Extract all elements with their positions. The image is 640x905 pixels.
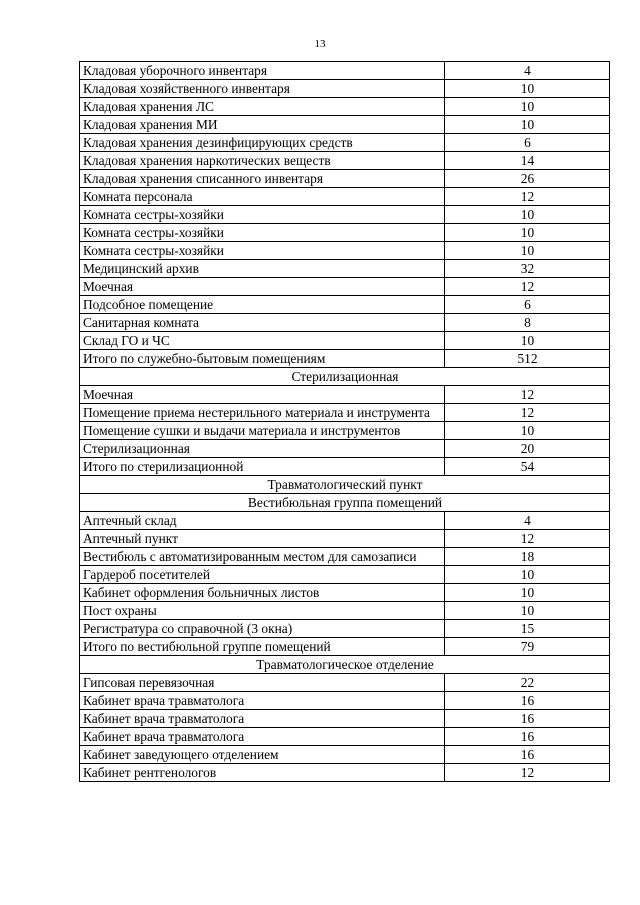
area-value-cell: 16 <box>445 710 610 728</box>
room-name-cell: Аптечный склад <box>80 512 445 530</box>
room-name-cell: Кладовая хранения МИ <box>80 116 445 134</box>
area-value-cell: 6 <box>445 296 610 314</box>
table-row <box>80 278 610 296</box>
area-value-cell: 14 <box>445 152 610 170</box>
table-row <box>80 332 610 350</box>
room-name-cell: Медицинский архив <box>80 260 445 278</box>
table-row <box>80 422 610 440</box>
area-value-cell: 512 <box>445 350 610 368</box>
area-value-cell: 10 <box>445 116 610 134</box>
table-row <box>80 548 610 566</box>
section-header-row <box>80 494 610 512</box>
table-row <box>80 386 610 404</box>
room-name-cell: Стерилизационная <box>80 440 445 458</box>
table-row <box>80 458 610 476</box>
table-row <box>80 170 610 188</box>
table-row <box>80 620 610 638</box>
room-name-cell: Кладовая хранения наркотических веществ <box>80 152 445 170</box>
table-row <box>80 188 610 206</box>
table-row <box>80 350 610 368</box>
table-row <box>80 692 610 710</box>
room-name-cell: Комната сестры-хозяйки <box>80 206 445 224</box>
table-row <box>80 674 610 692</box>
table-row <box>80 296 610 314</box>
table-row <box>80 440 610 458</box>
room-name-cell: Кладовая уборочного инвентаря <box>80 62 445 80</box>
area-value-cell: 18 <box>445 548 610 566</box>
table-row <box>80 260 610 278</box>
room-name-cell: Помещение приема нестерильного материала и инструмента <box>80 404 445 422</box>
premises-table <box>79 61 610 782</box>
area-value-cell: 10 <box>445 224 610 242</box>
area-value-cell: 10 <box>445 566 610 584</box>
room-name-cell: Пост охраны <box>80 602 445 620</box>
room-name-cell: Санитарная комната <box>80 314 445 332</box>
area-value-cell: 12 <box>445 404 610 422</box>
table-row <box>80 764 610 782</box>
area-value-cell: 32 <box>445 260 610 278</box>
area-value-cell: 10 <box>445 80 610 98</box>
area-value-cell: 22 <box>445 674 610 692</box>
section-title: Травматологическое отделение <box>80 656 610 674</box>
area-value-cell: 6 <box>445 134 610 152</box>
room-name-cell: Комната персонала <box>80 188 445 206</box>
section-header-row <box>80 656 610 674</box>
room-name-cell: Комната сестры-хозяйки <box>80 242 445 260</box>
area-value-cell: 4 <box>445 62 610 80</box>
area-value-cell: 12 <box>445 188 610 206</box>
page-number: 13 <box>314 38 326 50</box>
room-name-cell: Кладовая хранения ЛС <box>80 98 445 116</box>
area-value-cell: 12 <box>445 386 610 404</box>
area-value-cell: 16 <box>445 728 610 746</box>
section-header-row <box>80 368 610 386</box>
room-name-cell: Подсобное помещение <box>80 296 445 314</box>
area-value-cell: 10 <box>445 422 610 440</box>
table-row <box>80 404 610 422</box>
room-name-cell: Регистратура со справочной (3 окна) <box>80 620 445 638</box>
room-name-cell: Гардероб посетителей <box>80 566 445 584</box>
table-row <box>80 242 610 260</box>
area-value-cell: 26 <box>445 170 610 188</box>
room-name-cell: Аптечный пункт <box>80 530 445 548</box>
table-row <box>80 152 610 170</box>
area-value-cell: 10 <box>445 602 610 620</box>
table-row <box>80 512 610 530</box>
room-name-cell: Кладовая хозяйственного инвентаря <box>80 80 445 98</box>
room-name-cell: Кабинет врача травматолога <box>80 692 445 710</box>
table-row <box>80 98 610 116</box>
area-value-cell: 10 <box>445 242 610 260</box>
area-value-cell: 8 <box>445 314 610 332</box>
table-row <box>80 746 610 764</box>
room-name-cell: Моечная <box>80 386 445 404</box>
room-name-cell: Кабинет врача травматолога <box>80 728 445 746</box>
table-row <box>80 638 610 656</box>
room-name-cell: Кабинет рентгенологов <box>80 764 445 782</box>
area-value-cell: 12 <box>445 278 610 296</box>
room-name-cell: Склад ГО и ЧС <box>80 332 445 350</box>
room-name-cell: Кабинет оформления больничных листов <box>80 584 445 602</box>
section-title: Вестибюльная группа помещений <box>80 494 610 512</box>
area-value-cell: 10 <box>445 584 610 602</box>
area-value-cell: 15 <box>445 620 610 638</box>
section-header-row <box>80 476 610 494</box>
table-body <box>80 62 610 782</box>
area-value-cell: 79 <box>445 638 610 656</box>
room-name-cell: Кладовая хранения дезинфицирующих средств <box>80 134 445 152</box>
area-value-cell: 16 <box>445 692 610 710</box>
room-name-cell: Моечная <box>80 278 445 296</box>
room-name-cell: Комната сестры-хозяйки <box>80 224 445 242</box>
section-title: Травматологический пункт <box>80 476 610 494</box>
room-name-cell: Итого по служебно-бытовым помещениям <box>80 350 445 368</box>
table-row <box>80 224 610 242</box>
area-value-cell: 54 <box>445 458 610 476</box>
area-value-cell: 10 <box>445 332 610 350</box>
table-row <box>80 314 610 332</box>
room-name-cell: Кладовая хранения списанного инвентаря <box>80 170 445 188</box>
table-row <box>80 710 610 728</box>
table-row <box>80 62 610 80</box>
room-name-cell: Итого по стерилизационной <box>80 458 445 476</box>
table-row <box>80 134 610 152</box>
table-row <box>80 602 610 620</box>
table-row <box>80 206 610 224</box>
area-value-cell: 4 <box>445 512 610 530</box>
room-name-cell: Кабинет врача травматолога <box>80 710 445 728</box>
table-row <box>80 584 610 602</box>
room-name-cell: Вестибюль с автоматизированным местом для самозаписи <box>80 548 445 566</box>
area-value-cell: 10 <box>445 98 610 116</box>
room-name-cell: Гипсовая перевязочная <box>80 674 445 692</box>
room-name-cell: Кабинет заведующего отделением <box>80 746 445 764</box>
room-name-cell: Итого по вестибюльной группе помещений <box>80 638 445 656</box>
table-row <box>80 116 610 134</box>
room-name-cell: Помещение сушки и выдачи материала и инструментов <box>80 422 445 440</box>
table-row <box>80 80 610 98</box>
area-value-cell: 20 <box>445 440 610 458</box>
area-value-cell: 10 <box>445 206 610 224</box>
area-value-cell: 12 <box>445 530 610 548</box>
table-row <box>80 566 610 584</box>
table-row <box>80 728 610 746</box>
table-row <box>80 530 610 548</box>
section-title: Стерилизационная <box>80 368 610 386</box>
area-value-cell: 12 <box>445 764 610 782</box>
area-value-cell: 16 <box>445 746 610 764</box>
